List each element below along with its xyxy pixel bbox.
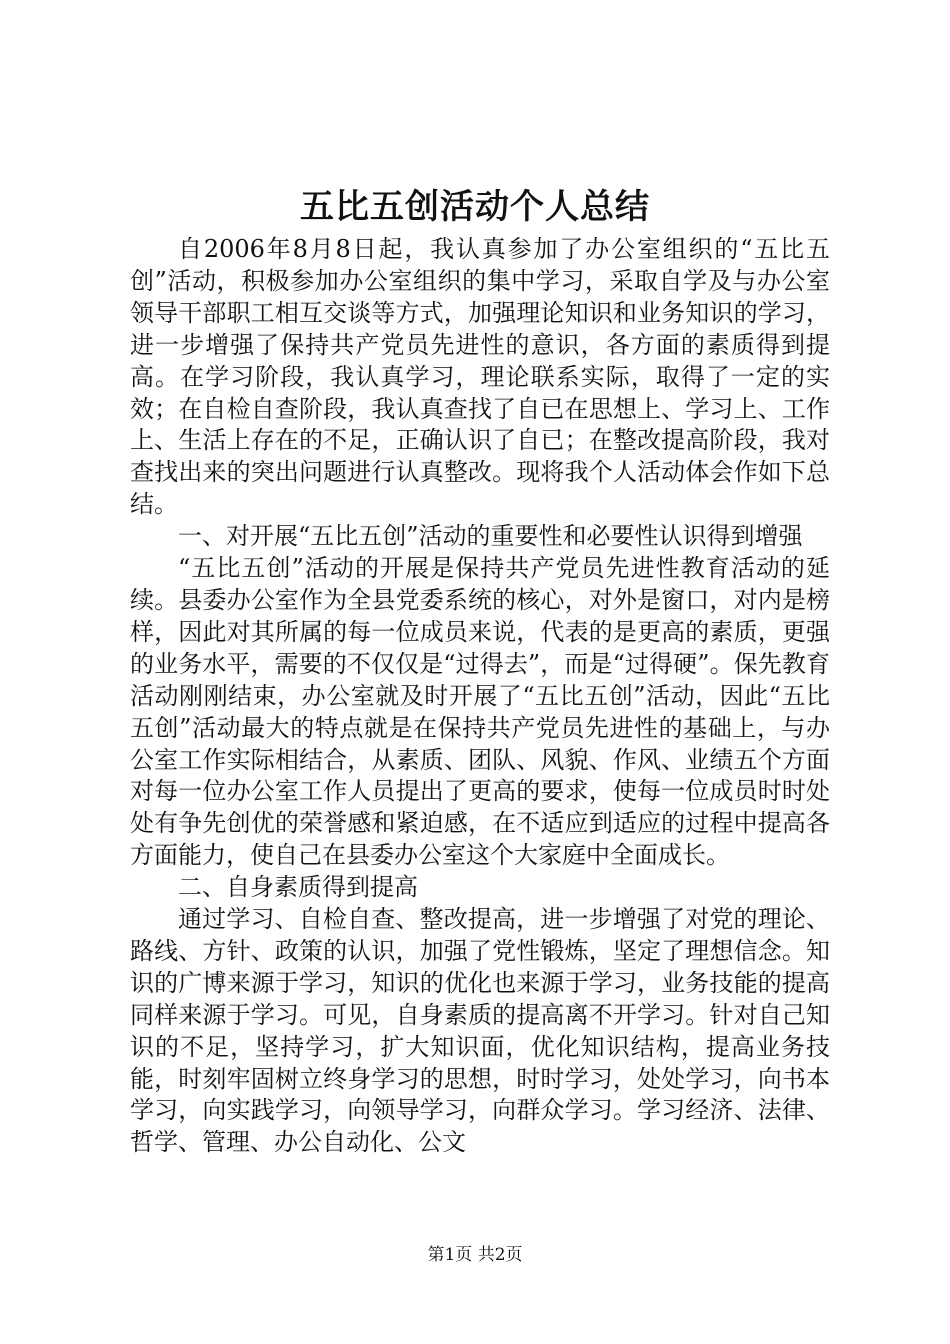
document-body xyxy=(130,234,830,1159)
paragraph-intro: 自2006年8月8日起，我认真参加了办公室组织的“五比五创”活动，积极参加办公室组织的集中学习，采取自学及与办公室领导干部职工相互交谈等方式，加强理论知识和业务知识的学习，进一步增强了保持共产党员先进性的意识，各方面的素质得到提高。在学习阶段，我认真学习，理论联系实际，取得了一定的实效；在自检自查阶段，我认真查找了自已在思想上、学习上、工作上、生活上存在的不足，正确认识了自已；在整改提高阶段，我对查找出来的突出问题进行认真整改。现将我个人活动体会作如下总结。 xyxy=(130,235,830,519)
section-heading-2: 二、自身素质得到提高 xyxy=(178,873,418,902)
paragraph-section-1: “五比五创”活动的开展是保持共产党员先进性教育活动的延续。县委办公室作为全县党委系统的核心，对外是窗口，对内是榜样，因此对其所属的每一位成员来说，代表的是更高的素质，更强的业务水平，需要的不仅仅是“过得去”，而是“过得硬”。保先教育活动刚刚结束，办公室就及时开展了“五比五创”活动，因此“五比五创”活动最大的特点就是在保持共产党员先进性的基础上，与办公室工作实际相结合，从素质、团队、风貌、作风、业绩五个方面对每一位办公室工作人员提出了更高的要求，使每一位成员时时处处有争先创优的荣誉感和紧迫感，在不适应到适应的过程中提高各方面能力，使自己在县委办公室这个大家庭中全面成长。 xyxy=(130,554,830,870)
page-footer: 第1页 共2页 xyxy=(427,1245,523,1265)
document-title: 五比五创活动个人总结 xyxy=(300,187,650,227)
section-heading-1: 一、对开展“五比五创”活动的重要性和必要性认识得到增强 xyxy=(178,522,803,551)
paragraph-section-2: 通过学习、自检自查、整改提高，进一步增强了对党的理论、路线、方针、政策的认识，加强了党性锻炼，坚定了理想信念。知识的广博来源于学习，知识的优化也来源于学习，业务技能的提高同样来源于学习。可见，自身素质的提高离不开学习。针对自己知识的不足，坚持学习，扩大知识面，优化知识结构，提高业务技能，时刻牢固树立终身学习的思想，时时学习，处处学习，向书本学习，向实践学习，向领导学习，向群众学习。学习经济、法律、哲学、管理、办公自动化、公文 xyxy=(130,905,830,1157)
